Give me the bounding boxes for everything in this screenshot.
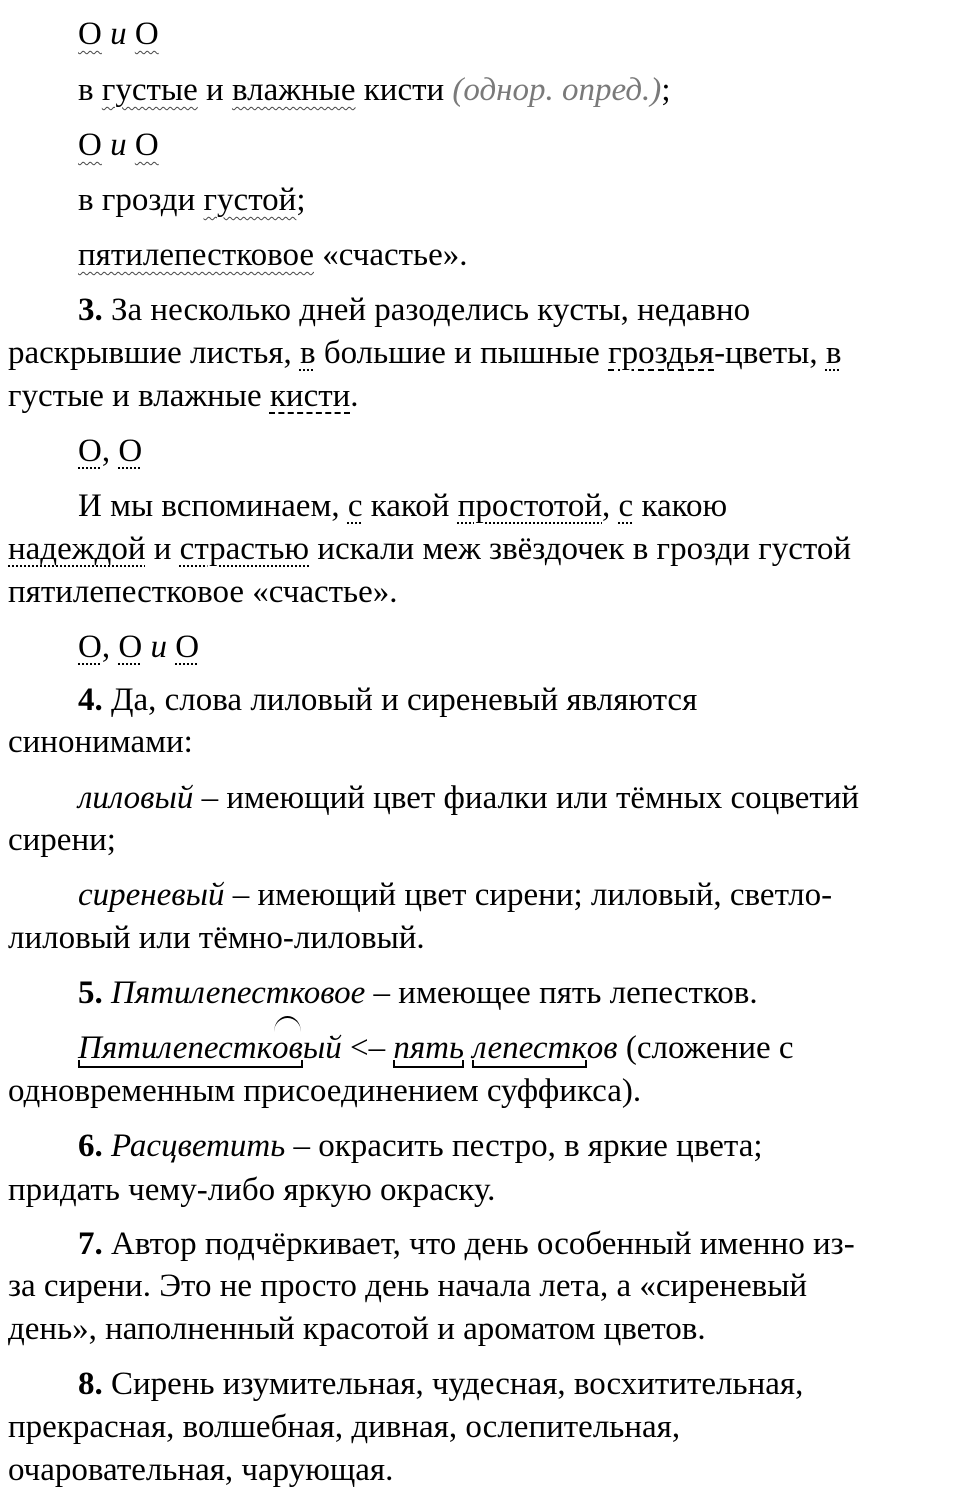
item-3-line-6 xyxy=(8,572,398,612)
morpheme-connector xyxy=(141,1028,158,1068)
scheme-line-2 xyxy=(78,125,159,165)
text-line xyxy=(78,235,468,275)
item-3-line-3 xyxy=(8,376,359,416)
source-word-1 xyxy=(393,1028,464,1068)
adverbial-word: надеждой xyxy=(8,531,146,567)
scheme-o: О xyxy=(78,629,102,665)
text: большие и пышные xyxy=(315,335,609,371)
object-word: кисти xyxy=(269,378,351,414)
attribute-word: густые xyxy=(101,72,198,108)
scheme-o: О xyxy=(78,16,102,52)
item-3-line-2 xyxy=(8,333,841,373)
item-5-line-1 xyxy=(78,973,758,1013)
text: очаровательная, чарующая. xyxy=(8,1452,394,1488)
suffix-letters: ов xyxy=(272,1030,303,1066)
text-line xyxy=(78,180,306,220)
item-number: 6. xyxy=(78,1128,103,1164)
item-number: 4. xyxy=(78,682,103,718)
text: «счастье». xyxy=(314,237,468,273)
connector-letter: и xyxy=(141,1030,158,1066)
text: лепест xyxy=(472,1030,572,1066)
definition: – имеющий цвет фиалки или тёмных соцветий xyxy=(193,780,860,816)
definition: придать чему-либо яркую окраску. xyxy=(8,1172,496,1208)
defined-word: лиловый xyxy=(78,780,194,816)
text: И мы вспоминаем, xyxy=(78,488,348,524)
scheme-and: и xyxy=(150,629,167,665)
scheme-line-3 xyxy=(78,431,142,471)
text: в xyxy=(78,72,102,108)
scheme-and: и xyxy=(110,16,127,52)
scheme-o: О xyxy=(78,433,102,469)
adverbial-word: простотой xyxy=(457,488,603,524)
text: ; xyxy=(661,72,671,108)
item-5-line-3 xyxy=(8,1071,641,1111)
attribute-word: влажные xyxy=(231,72,356,108)
object-word: гроздья xyxy=(608,335,715,371)
defined-word: сиреневый xyxy=(78,877,225,913)
preposition: в xyxy=(825,335,842,371)
scheme-o: О xyxy=(118,629,143,665)
text: Сирень изумительная, чудесная, восхитительная, xyxy=(102,1366,804,1402)
text: , xyxy=(101,629,119,665)
text: Да, слова лиловый и сиреневый являются xyxy=(102,682,698,718)
item-number: 3. xyxy=(78,292,103,328)
item-3-line-1 xyxy=(78,290,750,330)
text: за сирени. Это не просто день начала лета, а «сиреневый xyxy=(8,1268,808,1304)
item-6-line-1 xyxy=(78,1126,763,1166)
attribute-word: густой xyxy=(203,182,297,218)
preposition: с xyxy=(347,488,363,524)
text-line xyxy=(78,70,670,110)
item-3-line-4 xyxy=(78,486,727,526)
text: густые и влажные xyxy=(8,378,270,414)
text: кисти xyxy=(355,72,453,108)
text: одновременным присоединением суффикса). xyxy=(8,1073,642,1109)
text: и xyxy=(197,72,232,108)
scheme-line-1 xyxy=(78,14,159,54)
preposition: в xyxy=(299,335,316,371)
definition: – имеющее пять лепестков. xyxy=(365,975,758,1011)
item-7-line-1 xyxy=(78,1224,855,1264)
item-4-line-5 xyxy=(78,875,832,915)
attribute-word: пятилепестковое xyxy=(78,237,314,273)
text: и xyxy=(145,531,180,567)
text: пят xyxy=(393,1030,449,1066)
scheme-o: О xyxy=(118,433,143,469)
item-4-line-3 xyxy=(78,778,859,818)
preposition: с xyxy=(618,488,634,524)
source-word-2 xyxy=(472,1028,587,1068)
text: Автор подчёркивает, что день особенный именно из- xyxy=(102,1226,855,1262)
definition: лиловый или тёмно-лиловый. xyxy=(8,920,425,956)
item-4-line-2 xyxy=(8,722,193,762)
text: ; xyxy=(296,182,306,218)
item-4-line-6 xyxy=(8,918,425,958)
item-7-line-3 xyxy=(8,1309,706,1349)
text: ов xyxy=(586,1030,618,1066)
definition: – окрасить пестро, в яркие цвета; xyxy=(285,1128,763,1164)
defined-word: Расцветить xyxy=(111,1128,286,1164)
morpheme-ending: ый xyxy=(302,1030,342,1066)
scheme-o: О xyxy=(78,127,102,163)
definition: сирени; xyxy=(8,822,116,858)
text: к xyxy=(571,1030,587,1066)
item-6-line-2 xyxy=(8,1170,495,1210)
adverbial-word: страстью xyxy=(179,531,310,567)
text: За несколько дней разоделись кусты, недавно xyxy=(102,292,751,328)
item-4-line-1 xyxy=(78,680,697,720)
item-7-line-2 xyxy=(8,1266,807,1306)
text: синонимами: xyxy=(8,724,193,760)
word-base xyxy=(78,1028,303,1068)
text: , xyxy=(602,488,619,524)
text: , xyxy=(101,433,119,469)
definition: – имеющий цвет сирени; лиловый, светло- xyxy=(224,877,833,913)
text: -цветы, xyxy=(714,335,826,371)
text: какой xyxy=(362,488,458,524)
text: . xyxy=(350,378,359,414)
item-8-line-1 xyxy=(78,1364,803,1404)
item-number: 5. xyxy=(78,975,103,1011)
scheme-o: О xyxy=(134,127,159,163)
text: ь xyxy=(449,1030,465,1066)
item-8-line-2 xyxy=(8,1407,680,1447)
scheme-line-4 xyxy=(78,627,199,667)
defined-word: Пятилепестковое xyxy=(111,975,366,1011)
derivation-arrow: <– xyxy=(341,1030,394,1066)
morpheme-root: лепестк xyxy=(157,1030,273,1066)
item-3-line-5 xyxy=(8,529,851,569)
morpheme-root: Пят xyxy=(78,1030,142,1066)
item-5-morpheme-line xyxy=(78,1028,794,1068)
morpheme-suffix xyxy=(272,1028,303,1068)
item-number: 8. xyxy=(78,1366,103,1402)
note: (однор. опред.) xyxy=(452,72,662,108)
scheme-and: и xyxy=(110,127,127,163)
item-8-line-3 xyxy=(8,1450,393,1490)
scheme-o: О xyxy=(134,16,159,52)
text: пятилепестковое «счастье». xyxy=(8,574,398,610)
text: прекрасная, волшебная, дивная, ослепительная, xyxy=(8,1409,681,1445)
item-4-line-4 xyxy=(8,820,116,860)
text: день», наполненный красотой и ароматом цветов. xyxy=(8,1311,706,1347)
text: какою xyxy=(633,488,728,524)
text: (сложение с xyxy=(617,1030,794,1066)
text: искали меж звёздочек в грозди густой xyxy=(309,531,852,567)
text: раскрывшие листья, xyxy=(8,335,300,371)
text: в грозди xyxy=(78,182,204,218)
scheme-o: О xyxy=(175,629,200,665)
item-number: 7. xyxy=(78,1226,103,1262)
